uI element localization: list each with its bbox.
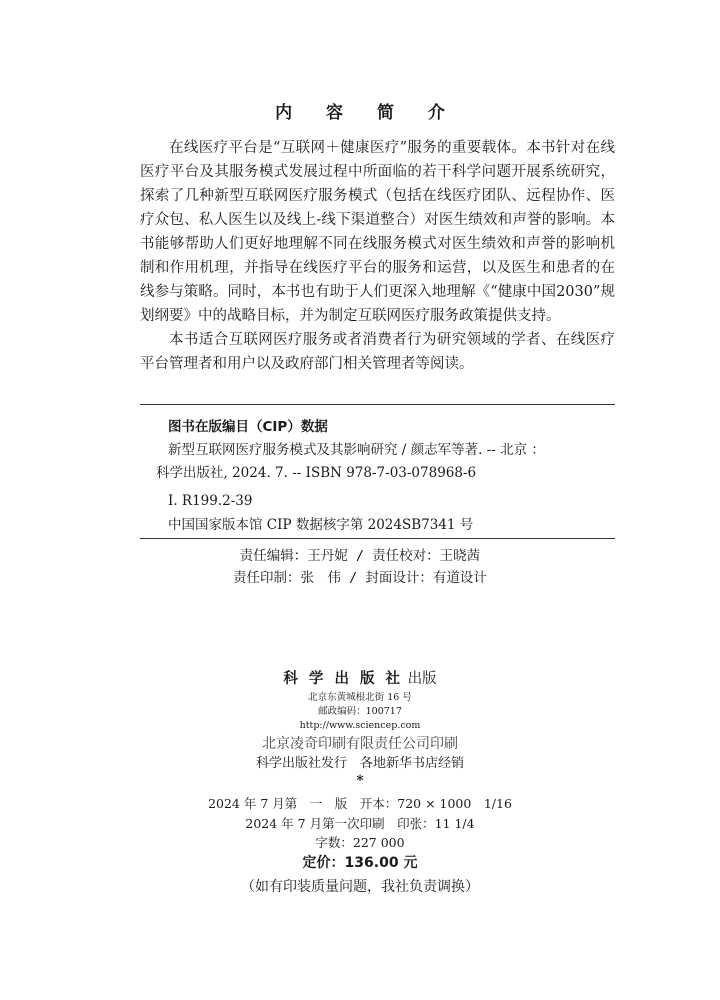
publisher-url: http://www.sciencep.com: [299, 720, 421, 731]
cip-bibliographic-line-1: 新型互联网医疗服务模式及其影响研究 / 颜志军等著. -- 北京 ：: [168, 442, 545, 458]
staff-line-1: 责任编辑：王丹妮 / 责任校对：王晓茜: [239, 548, 481, 564]
distribution-line: 科学出版社发行 各地新华书店经销: [255, 756, 464, 771]
summary-section: [140, 136, 615, 376]
price-line: 定价：136.00 元: [302, 855, 418, 871]
cip-record-number: 中国国家版本馆 CIP 数据核字第 2024SB7341 号: [168, 517, 474, 533]
word-count-line: 字数：227 000: [315, 835, 405, 850]
cip-top-rule: [140, 404, 615, 405]
summary-paragraph-2: 本书适合互联网医疗服务或者消费者行为研究领域的学者、在线医疗平台管理者和用户以及政府部门相关管理者等阅读。: [140, 332, 615, 372]
publisher-imprint: [0, 667, 720, 688]
publisher-suffix: 出版: [407, 671, 437, 687]
staff-line-2: 责任印制：张 伟 / 封面设计：有道设计: [233, 570, 487, 586]
quality-notice: （如有印装质量问题，我社负责调换）: [241, 879, 479, 895]
cip-bibliographic-line-2: 科学出版社, 2024. 7. -- ISBN 978-7-03-078968-6: [156, 465, 477, 481]
cip-heading: 图书在版编目（CIP）数据: [168, 419, 328, 435]
page-title: 内 容 简 介: [275, 103, 459, 123]
summary-paragraph-1: 在线医疗平台是“互联网＋健康医疗”服务的重要载体。本书针对在线医疗平台及其服务模式发展过程中所面临的若干科学问题开展系统研究，探索了几种新型互联网医疗服务模式（包括在线医疗团队、远程协作、医疗众包、私人医生以及线上-线下渠道整合）对医生绩效和声誉的影响。本书能够帮助人们更好地理解不同在线服务模式对医生绩效和声誉的影响机制和作用机理，并指导在线医疗平台的服务和运营，以及医生和患者的在线参与策略。同时，本书也有助于人们更深入地理解《“健康中国2030”规划纲要》中的战略目标，并为制定互联网医疗服务政策提供支持。: [140, 140, 615, 324]
publisher-postcode: 邮政编码：100717: [318, 706, 402, 717]
cip-bottom-rule: [140, 538, 615, 539]
publisher-name: 科 学 出 版 社: [283, 670, 404, 687]
publisher-address: 北京东黄城根北街 16 号: [308, 692, 412, 703]
printing-line: 2024 年 7 月第一次印刷 印张：11 1/4: [245, 816, 475, 831]
separator-star: *: [356, 773, 364, 789]
printer-line: 北京凌奇印刷有限责任公司印刷: [262, 736, 458, 752]
cip-classification: Ⅰ. R199.2-39: [168, 493, 253, 509]
edition-line: 2024 年 7 月第 一 版 开本：720 × 1000 1/16: [208, 796, 512, 811]
